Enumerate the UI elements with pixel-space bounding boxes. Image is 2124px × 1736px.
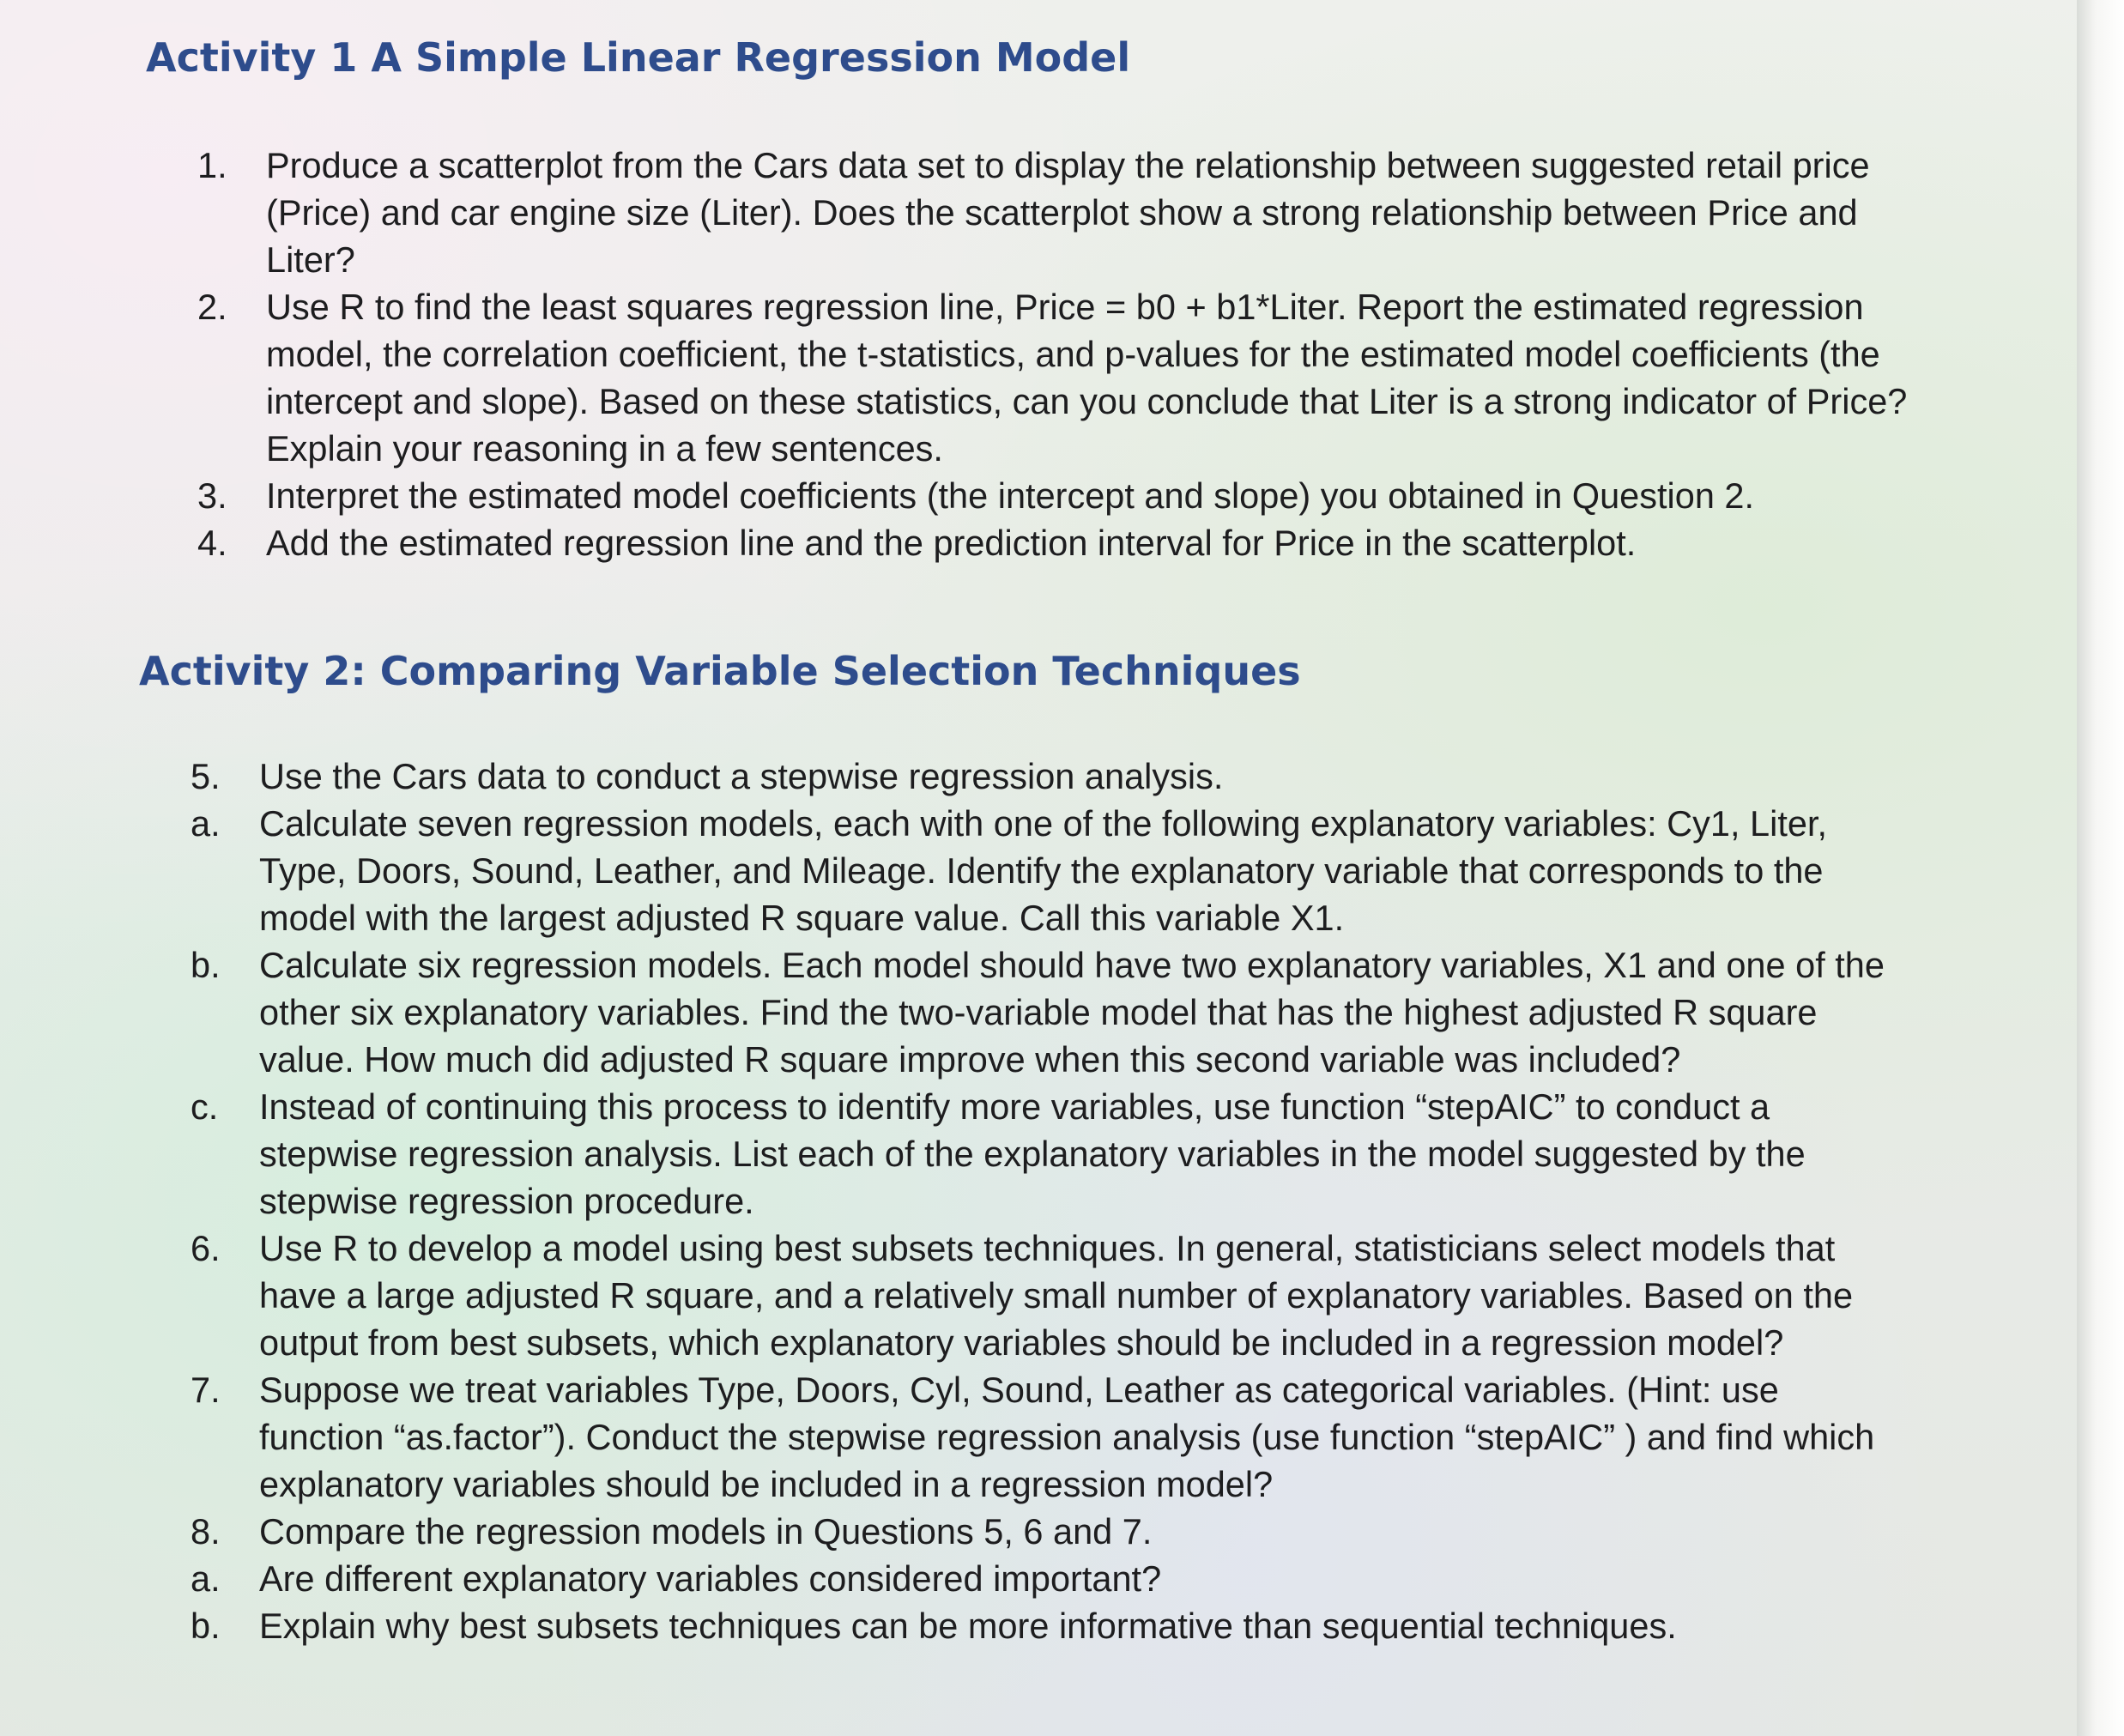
question-letter: a. xyxy=(191,1558,221,1599)
question-text: Compare the regression models in Questions 5, 6 and 7. xyxy=(259,1511,1153,1552)
question-number: 4. xyxy=(197,523,227,563)
question-letter: b. xyxy=(191,945,221,985)
question-item xyxy=(197,472,1914,519)
question-text: Are different explanatory variables considered important? xyxy=(259,1558,1162,1599)
question-subitem xyxy=(191,1083,1907,1225)
activity-2-question-list xyxy=(191,753,1907,1649)
question-text: Use R to find the least squares regression line, Price = b0 + b1*Liter. Report the estimated regression model, the correlation coefficient, the t-statistics, and p-values for the estimated model coefficients (the intercept and slope). Based on these statistics, can you conclude that Liter is a strong indicator of Price? Explain your reasoning in a few sentences. xyxy=(266,287,1908,469)
question-letter: a. xyxy=(191,803,221,844)
question-number: 5. xyxy=(191,756,221,796)
question-item xyxy=(191,1225,1907,1366)
question-subitem xyxy=(191,1555,1907,1602)
question-text: Use the Cars data to conduct a stepwise regression analysis. xyxy=(259,756,1224,796)
question-item xyxy=(197,283,1914,472)
question-item xyxy=(191,1366,1907,1508)
question-number: 1. xyxy=(197,145,227,185)
question-item xyxy=(191,753,1907,800)
question-number: 7. xyxy=(191,1370,221,1410)
question-text: Produce a scatterplot from the Cars data set to display the relationship between suggested retail price (Price) and car engine size (Liter). Does the scatterplot show a strong relationship between Price and Liter? xyxy=(266,145,1870,280)
question-subitem xyxy=(191,1602,1907,1649)
question-number: 6. xyxy=(191,1228,221,1268)
question-subitem xyxy=(191,800,1907,941)
question-text: Suppose we treat variables Type, Doors, Cyl, Sound, Leather as categorical variables. (Hint: use function “as.factor”). Conduct the stepwise regression analysis (use function “stepAIC” ) and find which explanatory variables should be included in a regression model? xyxy=(259,1370,1875,1504)
question-item xyxy=(197,142,1914,283)
question-text: Add the estimated regression line and the prediction interval for Price in the scatterplot. xyxy=(266,523,1637,563)
activity-1-question-list xyxy=(197,142,1914,566)
question-number: 2. xyxy=(197,287,227,327)
question-subitem xyxy=(191,941,1907,1083)
activity-2-heading: Activity 2: Comparing Variable Selection Techniques xyxy=(139,648,1301,694)
question-text: Instead of continuing this process to identify more variables, use function “stepAIC” to conduct a stepwise regression analysis. List each of the explanatory variables in the model suggested by the stepwise regression procedure. xyxy=(259,1086,1806,1221)
question-item xyxy=(197,519,1914,566)
activity-1-heading: Activity 1 A Simple Linear Regression Model xyxy=(146,34,1131,81)
question-text: Interpret the estimated model coefficients (the intercept and slope) you obtained in Question 2. xyxy=(266,475,1755,516)
question-number: 8. xyxy=(191,1511,221,1552)
question-text: Calculate seven regression models, each with one of the following explanatory variables: Cy1, Liter, Type, Doors, Sound, Leather, and Mileage. Identify the explanatory variable that corresponds to the model with the largest adjusted R square value. Call this variable X1. xyxy=(259,803,1827,938)
question-number: 3. xyxy=(197,475,227,516)
question-text: Use R to develop a model using best subsets techniques. In general, statisticians select models that have a large adjusted R square, and a relatively small number of explanatory variables. Based on the output from best subsets, which explanatory variables should be included in a regression model? xyxy=(259,1228,1854,1363)
question-letter: b. xyxy=(191,1606,221,1646)
question-letter: c. xyxy=(191,1086,219,1127)
page-edge xyxy=(2077,0,2124,1736)
question-text: Explain why best subsets techniques can be more informative than sequential techniques. xyxy=(259,1606,1677,1646)
question-item xyxy=(191,1508,1907,1555)
question-text: Calculate six regression models. Each model should have two explanatory variables, X1 and one of the other six explanatory variables. Find the two-variable model that has the highest adjusted R square value. How much did adjusted R square improve when this second variable was included? xyxy=(259,945,1885,1080)
